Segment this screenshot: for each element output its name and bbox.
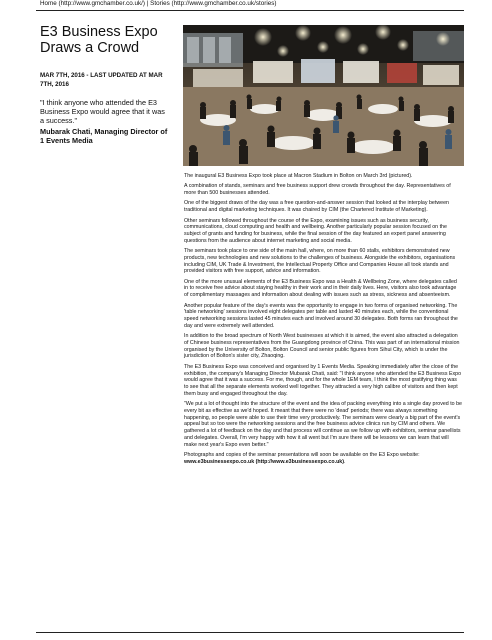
article-title: E3 Business Expo Draws a Crowd: [40, 24, 158, 56]
expo-website-link[interactable]: www.e3businessexpo.co.uk (http://www.e3businessexpo.co.uk): [184, 458, 345, 465]
header-divider: [36, 10, 464, 11]
closing-end: .: [344, 458, 346, 465]
article-paragraph: The seminars took place to one side of the main hall, where, on more than 60 stalls, exhibitors demonstrated new products, new technologies and new solutions to the challenges of business. Alongside the exhibitors, organisations including CIM, UK Trade & Investment, the Intellectual Property Office and Companies House all took stands and provided visitors with free support, advice and information.: [184, 248, 456, 275]
breadcrumb: [40, 0, 276, 7]
breadcrumb-home-label: Home: [40, 0, 57, 7]
breadcrumb-home-url: (http://www.gmchamber.co.uk/): [58, 0, 145, 7]
pull-quote: "I think anyone who attended the E3 Business Expo would agree that it was a success.": [40, 98, 165, 125]
article-date: MAR 7TH, 2016 - LAST UPDATED AT MAR 7TH, 2016: [40, 72, 163, 88]
article-paragraph: "We put a lot of thought into the structure of the event and the idea of packing everything into a single day proved to be every bit as effective as we'd hoped. It meant that there were no 'dead' periods; there was always something happening, so people were able to use their time very productively. The seminars were clearly a big part of the event's appeal but so too were the networking sessions and the free business advice clinics run by CIM and others. We gathered a lot of feedback on the day and that process will continue as we follow up with exhibitors, seminar panellists and delegates. Overall, I'm very happy with how it all went but I'm sure there will be lessons we can learn that will make next year's Expo even better.": [184, 401, 462, 448]
breadcrumb-separator: |: [146, 0, 149, 7]
article-paragraph: A combination of stands, seminars and free business support drew crowds throughout the day. Representatives of more than 500 businesses attended.: [184, 183, 451, 197]
article-paragraph: The inaugural E3 Business Expo took place at Macron Stadium in Bolton on March 3rd (pictured).: [184, 173, 413, 179]
article-body: [184, 173, 462, 469]
breadcrumb-stories-label: Stories: [150, 0, 170, 7]
article-paragraph: Another popular feature of the day's events was the opportunity to engage in two forms of organised networking. The 'table networking' sessions involved eight delegates per table and lasted 40 minutes each, while the conventional speed networking sessions lasted 45 minutes each and involved around 30 delegates. Both forms ran throughout the day and were extremely well attended.: [184, 302, 458, 329]
quote-author: Mubarak Chati, Managing Director of 1 Events Media: [40, 127, 168, 145]
article-paragraph: One of the more unusual elements of the E3 Business Expo was a Health & Wellbeing Zone, where delegates called in to receive free advice about staying healthy in their work and in their daily lives. Here, visitors also took advantage of complimentary massages and information about dealing with issues such as stress, sickness and absenteeism.: [184, 278, 457, 299]
closing-paragraph: [184, 452, 462, 466]
article-paragraph: Other seminars followed throughout the course of the Expo, examining issues such as business security, communications, cloud computing and health and wellbeing. Another particularly popular session focused on the subject of grants and funding for business, while the final session of the day featured an expert panel answering questions from the audience about internet marketing and social media.: [184, 217, 447, 244]
expo-hall-photo: [183, 25, 464, 166]
closing-text: Photographs and copies of the seminar presentations will soon be available on the E3 Expo website:: [184, 451, 420, 458]
breadcrumb-stories-url: (http://www.gmchamber.co.uk/stories): [171, 0, 277, 7]
article-paragraph: The E3 Business Expo was conceived and organised by 1 Events Media. Speaking immediately after the close of the exhibition, the company's Managing Director Mubarak Chati, said: "I think anyone who attended the E3 Business Expo would agree that it was a success. For me, though, and for the whole 1EM team, I think the most gratifying thing was to see that all the separate elements worked well together. They attracted a very high calibre of visitors and then kept them busy and engaged throughout the day.: [184, 363, 462, 397]
breadcrumb-home-link[interactable]: [40, 0, 145, 7]
article-paragraph: In addition to the broad spectrum of North West businesses at which it is aimed, the event also attracted a delegation of Chinese business representatives from the Guangdong province of China. This was part of an international mission organised by the University of Bolton, Bolton Council and senior public figures from Sihui City, which is under the jurisdiction of Bolton's sister city, Zhaoqing.: [184, 333, 460, 360]
article-paragraph: One of the biggest draws of the day was a free question-and-answer session that looked at the interplay between traditional and digital marketing techniques. It was chaired by CIM (the Chartered Institute of Marketing).: [184, 200, 450, 214]
breadcrumb-stories-link[interactable]: [150, 0, 276, 7]
footer-divider: [36, 632, 464, 633]
